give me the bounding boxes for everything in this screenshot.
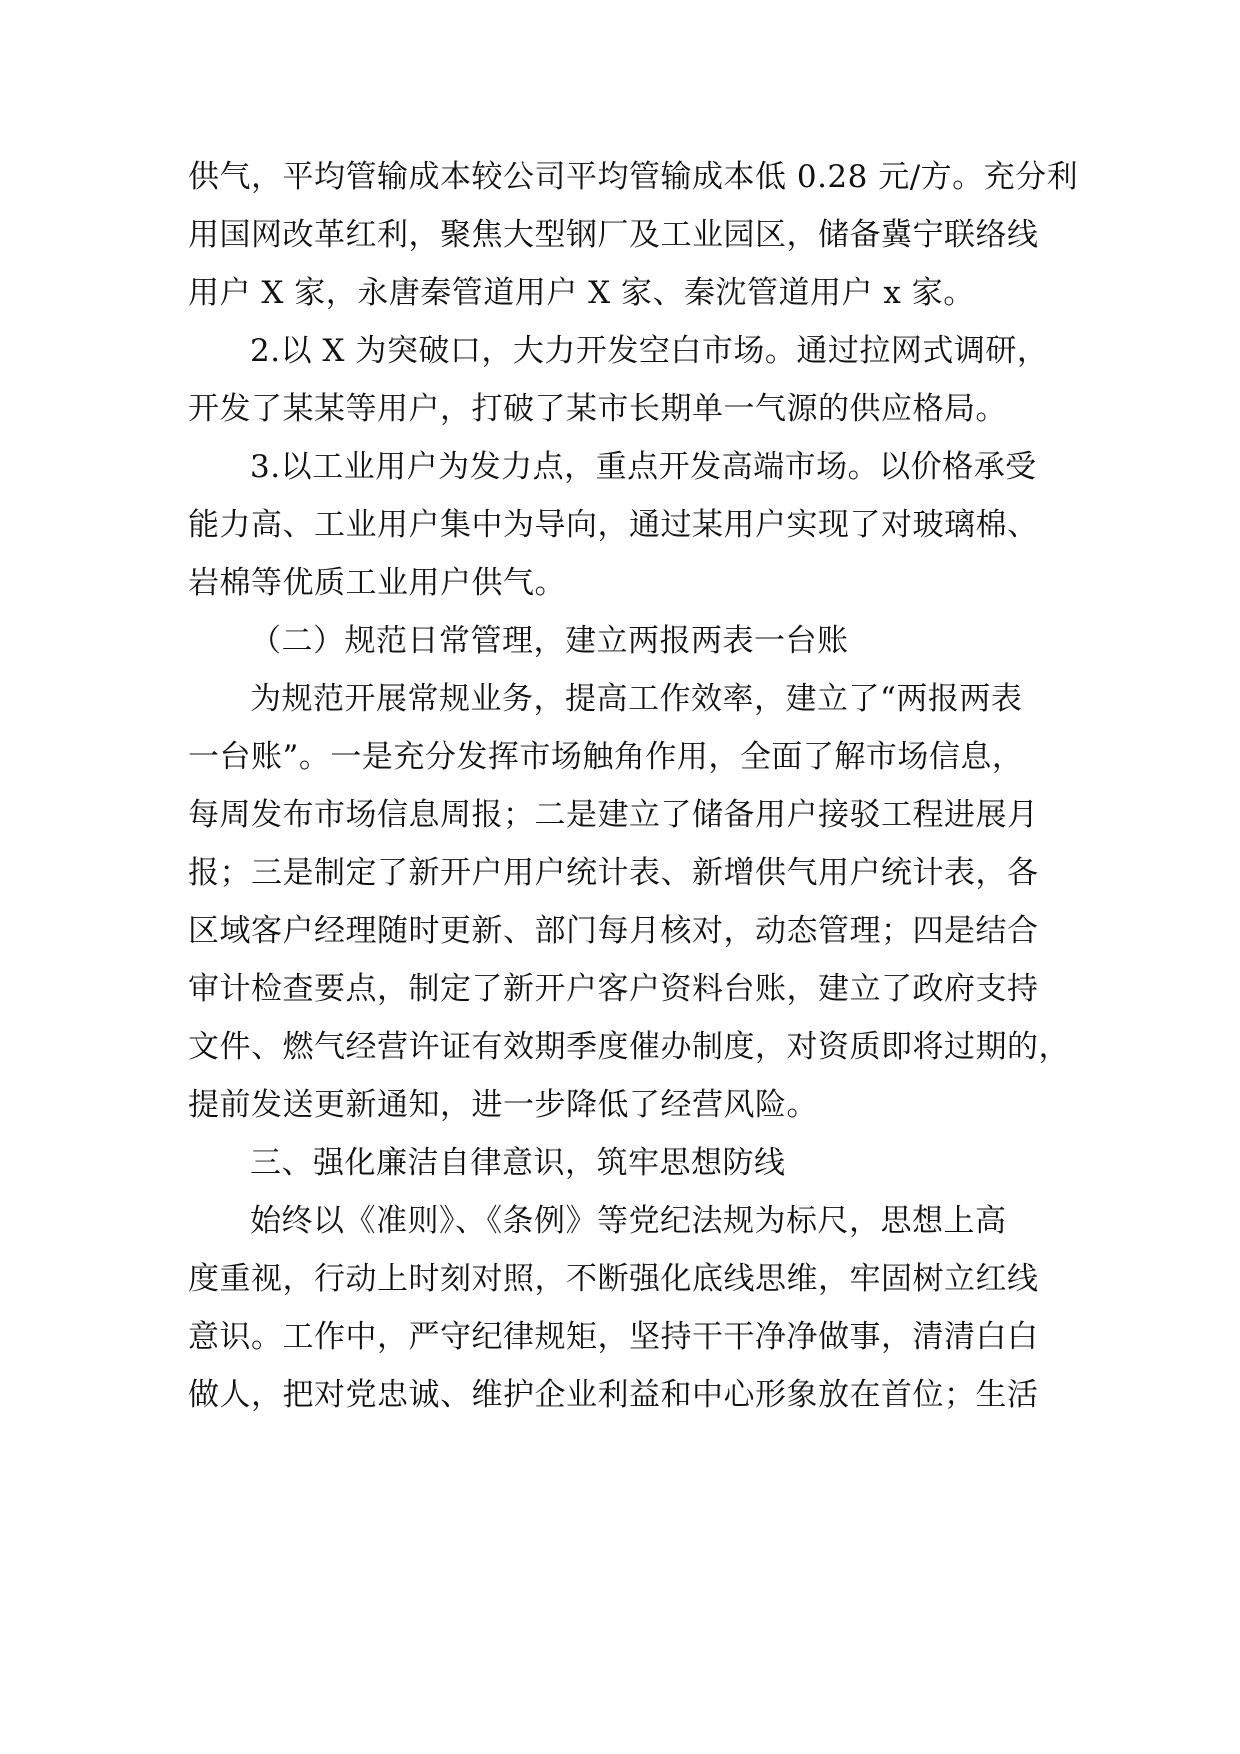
subsection-heading: （二）规范日常管理，建立两报两表一台账 (250, 623, 849, 659)
numbered-paragraph-start: 3.以工业用户为发力点，重点开发高端市场。以价格承受 (250, 449, 1037, 485)
body-text-line: 度重视，行动上时刻对照，不断强化底线思维，牢固树立红线 (188, 1261, 1039, 1297)
body-text-line: 岩棉等优质工业用户供气。 (188, 565, 566, 601)
body-text-line: 意识。工作中，严守纪律规矩，坚持干干净净做事，清清白白 (188, 1319, 1039, 1355)
body-text-line: 做人，把对党忠诚、维护企业利益和中心形象放在首位；生活 (188, 1377, 1039, 1413)
body-text-line: 每周发布市场信息周报；二是建立了储备用户接驳工程进展月 (188, 797, 1039, 833)
paragraph-start: 始终以《准则》、《条例》等党纪法规为标尺，思想上高 (250, 1203, 1007, 1239)
body-text-line: 开发了某某等用户，打破了某市长期单一气源的供应格局。 (188, 391, 1007, 427)
paragraph-start: 为规范开展常规业务，提高工作效率，建立了“两报两表 (250, 681, 1023, 717)
body-text-line: 区域客户经理随时更新、部门每月核对，动态管理；四是结合 (188, 913, 1039, 949)
body-text-line: 一台账”。一是充分发挥市场触角作用，全面了解市场信息， (188, 739, 1024, 775)
section-heading: 三、强化廉洁自律意识，筑牢思想防线 (250, 1145, 786, 1181)
body-text-line: 报；三是制定了新开户用户统计表、新增供气用户统计表，各 (188, 855, 1039, 891)
body-text-line: 能力高、工业用户集中为导向，通过某用户实现了对玻璃棉、 (188, 507, 1039, 543)
body-text-line: 供气，平均管输成本较公司平均管输成本低 0.28 元/方。充分利 (188, 159, 1079, 195)
body-text-line: 审计检查要点，制定了新开户客户资料台账，建立了政府支持 (188, 971, 1039, 1007)
numbered-paragraph-start: 2.以 X 为突破口，大力开发空白市场。通过拉网式调研， (250, 333, 1049, 369)
body-text-line: 用国网改革红利，聚焦大型钢厂及工业园区，储备冀宁联络线 (188, 217, 1039, 253)
body-text-line: 文件、燃气经营许证有效期季度催办制度，对资质即将过期的， (188, 1029, 1070, 1065)
body-text-line: 用户 X 家，永唐秦管道用户 X 家、秦沈管道用户 x 家。 (188, 275, 975, 311)
body-text-line: 提前发送更新通知，进一步降低了经营风险。 (188, 1087, 818, 1123)
